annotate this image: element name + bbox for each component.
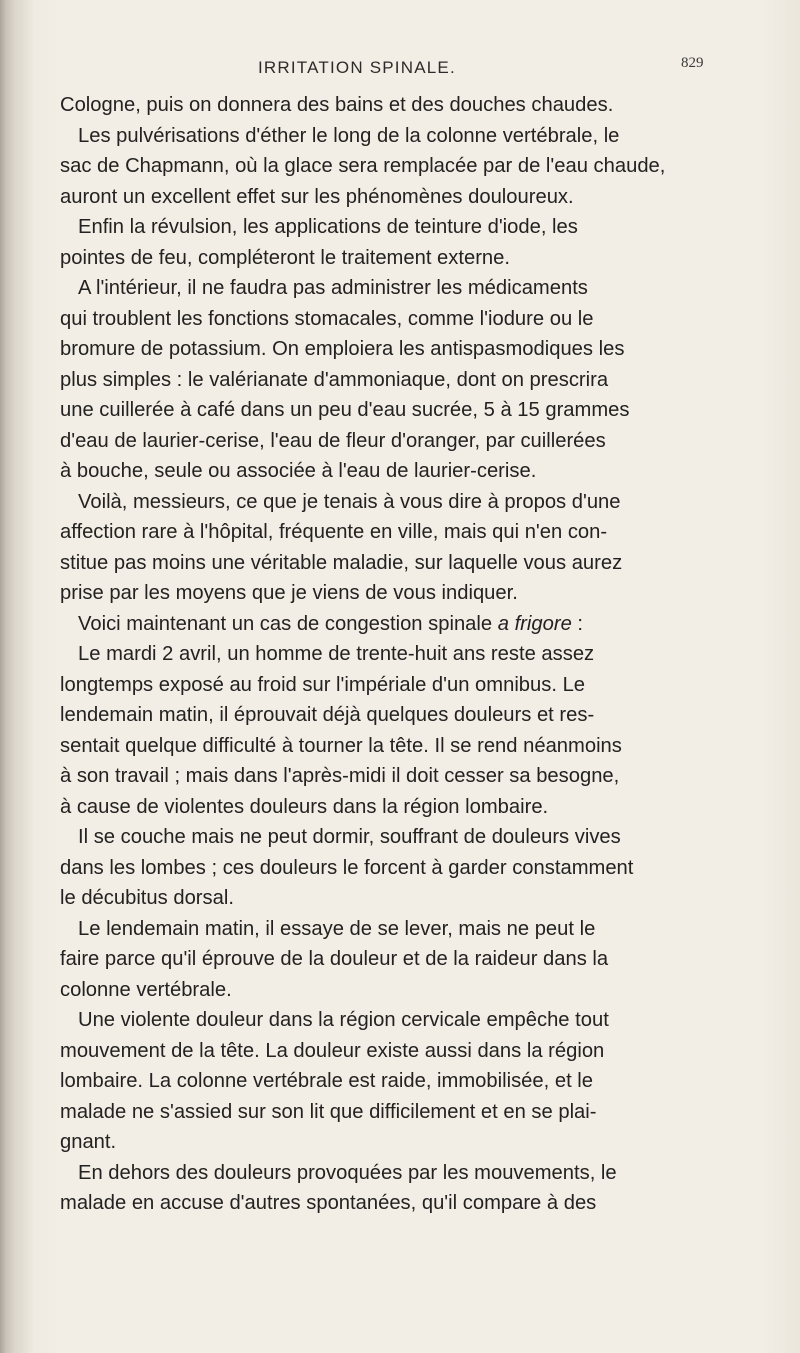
text-line-content: malade ne s'assied sur son lit que difficilement et en se plai- — [60, 1100, 597, 1123]
text-line — [60, 944, 720, 975]
text-line — [60, 822, 720, 853]
text-line-content: gnant. — [60, 1131, 117, 1153]
text-line — [60, 273, 720, 304]
text-line-content: qui troublent les fonctions stomacales, comme l'iodure ou le — [60, 307, 594, 330]
text-line — [60, 975, 720, 1006]
text-line-content: faire parce qu'il éprouve de la douleur et de la raideur dans la — [60, 948, 609, 970]
running-title: IRRITATION SPINALE. — [258, 58, 456, 77]
text-line-content: sentait quelque difficulté à tourner la tête. Il se rend néanmoins — [60, 734, 622, 757]
text-line — [60, 304, 720, 335]
text-line-content: Une violente douleur dans la région cervicale empêche tout — [78, 1009, 609, 1031]
text-line-content: Cologne, puis on donnera des bains et des douches chaudes. — [60, 94, 614, 116]
text-line-content: une cuillerée à café dans un peu d'eau sucrée, 5 à 15 grammes — [60, 399, 630, 421]
text-line-content: Le lendemain matin, il essaye de se lever, mais ne peut le — [78, 917, 596, 940]
text-line — [60, 761, 720, 792]
text-line-content: auront un excellent effet sur les phénomènes douloureux. — [60, 185, 574, 208]
page-header — [0, 54, 800, 84]
text-line — [60, 90, 720, 121]
text-line — [60, 731, 720, 762]
text-line-content: bromure de potassium. On emploiera les antispasmodiques les — [60, 338, 625, 360]
text-line — [60, 487, 720, 518]
text-line — [60, 365, 720, 396]
text-line-content: pointes de feu, compléteront le traitement externe. — [60, 246, 510, 269]
text-line — [60, 1188, 720, 1219]
text-line — [60, 1005, 720, 1036]
text-line — [60, 792, 720, 823]
text-line — [60, 1066, 720, 1097]
text-line-content: affection rare à l'hôpital, fréquente en ville, mais qui n'en con- — [60, 521, 608, 543]
text-line-content: Enfin la révulsion, les applications de teinture d'iode, les — [78, 216, 578, 238]
text-line-content: stitue pas moins une véritable maladie, sur laquelle vous aurez — [60, 551, 623, 574]
text-line — [60, 578, 720, 609]
text-line-content: à bouche, seule ou associée à l'eau de laurier-cerise. — [60, 460, 537, 482]
italic-phrase: a frigore — [497, 612, 572, 635]
text-line-content: Voilà, messieurs, ce que je tenais à vous dire à propos d'une — [78, 490, 621, 513]
text-line-content: lendemain matin, il éprouvait déjà quelques douleurs et res- — [60, 704, 595, 726]
text-line — [60, 121, 720, 152]
text-line — [60, 883, 720, 914]
text-line-content: dans les lombes ; ces douleurs le forcent à garder constamment — [60, 856, 634, 879]
text-line-content: longtemps exposé au froid sur l'impériale d'un omnibus. Le — [60, 673, 586, 696]
text-line — [60, 212, 720, 243]
text-line-content: A l'intérieur, il ne faudra pas administrer les médicaments — [78, 277, 588, 299]
text-line — [60, 151, 720, 182]
text-line-content: le décubitus dorsal. — [60, 887, 234, 909]
text-line — [60, 853, 720, 884]
text-line-content: En dehors des douleurs provoquées par les mouvements, le — [78, 1161, 617, 1184]
text-line-content: prise par les moyens que je viens de vous indiquer. — [60, 582, 518, 604]
text-line — [60, 1158, 720, 1189]
text-line-content: Voici maintenant un cas de congestion spinale — [78, 612, 498, 635]
text-line — [60, 243, 720, 274]
text-line-content: d'eau de laurier-cerise, l'eau de fleur d'oranger, par cuillerées — [60, 429, 606, 452]
text-line — [60, 395, 720, 426]
text-line — [60, 639, 720, 670]
text-line — [60, 426, 720, 457]
text-line — [60, 609, 720, 640]
text-line — [60, 182, 720, 213]
page-number: 829 — [681, 55, 704, 71]
text-line-tail: : — [571, 612, 584, 635]
text-line-content: Les pulvérisations d'éther le long de la colonne vertébrale, le — [78, 124, 620, 147]
text-line-content: malade en accuse d'autres spontanées, qu'il compare à des — [60, 1192, 597, 1214]
text-line-content: à cause de violentes douleurs dans la région lombaire. — [60, 795, 549, 818]
body-text — [60, 90, 720, 1219]
text-line-content: Il se couche mais ne peut dormir, souffrant de douleurs vives — [78, 826, 621, 848]
text-line — [60, 1097, 720, 1128]
text-line — [60, 914, 720, 945]
text-line — [60, 1036, 720, 1067]
text-line — [60, 670, 720, 701]
binding-edge — [0, 0, 34, 1353]
text-line-content: à son travail ; mais dans l'après-midi il doit cesser sa besogne, — [60, 765, 620, 787]
text-line-content: sac de Chapmann, où la glace sera remplacée par de l'eau chaude, — [60, 155, 666, 177]
text-line — [60, 456, 720, 487]
text-line-content: colonne vertébrale. — [60, 978, 232, 1001]
text-line-content: Le mardi 2 avril, un homme de trente-huit ans reste assez — [78, 643, 595, 665]
text-line — [60, 517, 720, 548]
text-line — [60, 1127, 720, 1158]
text-line-content: mouvement de la tête. La douleur existe aussi dans la région — [60, 1039, 605, 1062]
text-line-content: plus simples : le valérianate d'ammoniaque, dont on prescrira — [60, 368, 609, 391]
text-line — [60, 700, 720, 731]
text-line — [60, 548, 720, 579]
text-line — [60, 334, 720, 365]
text-line-content: lombaire. La colonne vertébrale est raide, immobilisée, et le — [60, 1070, 593, 1092]
